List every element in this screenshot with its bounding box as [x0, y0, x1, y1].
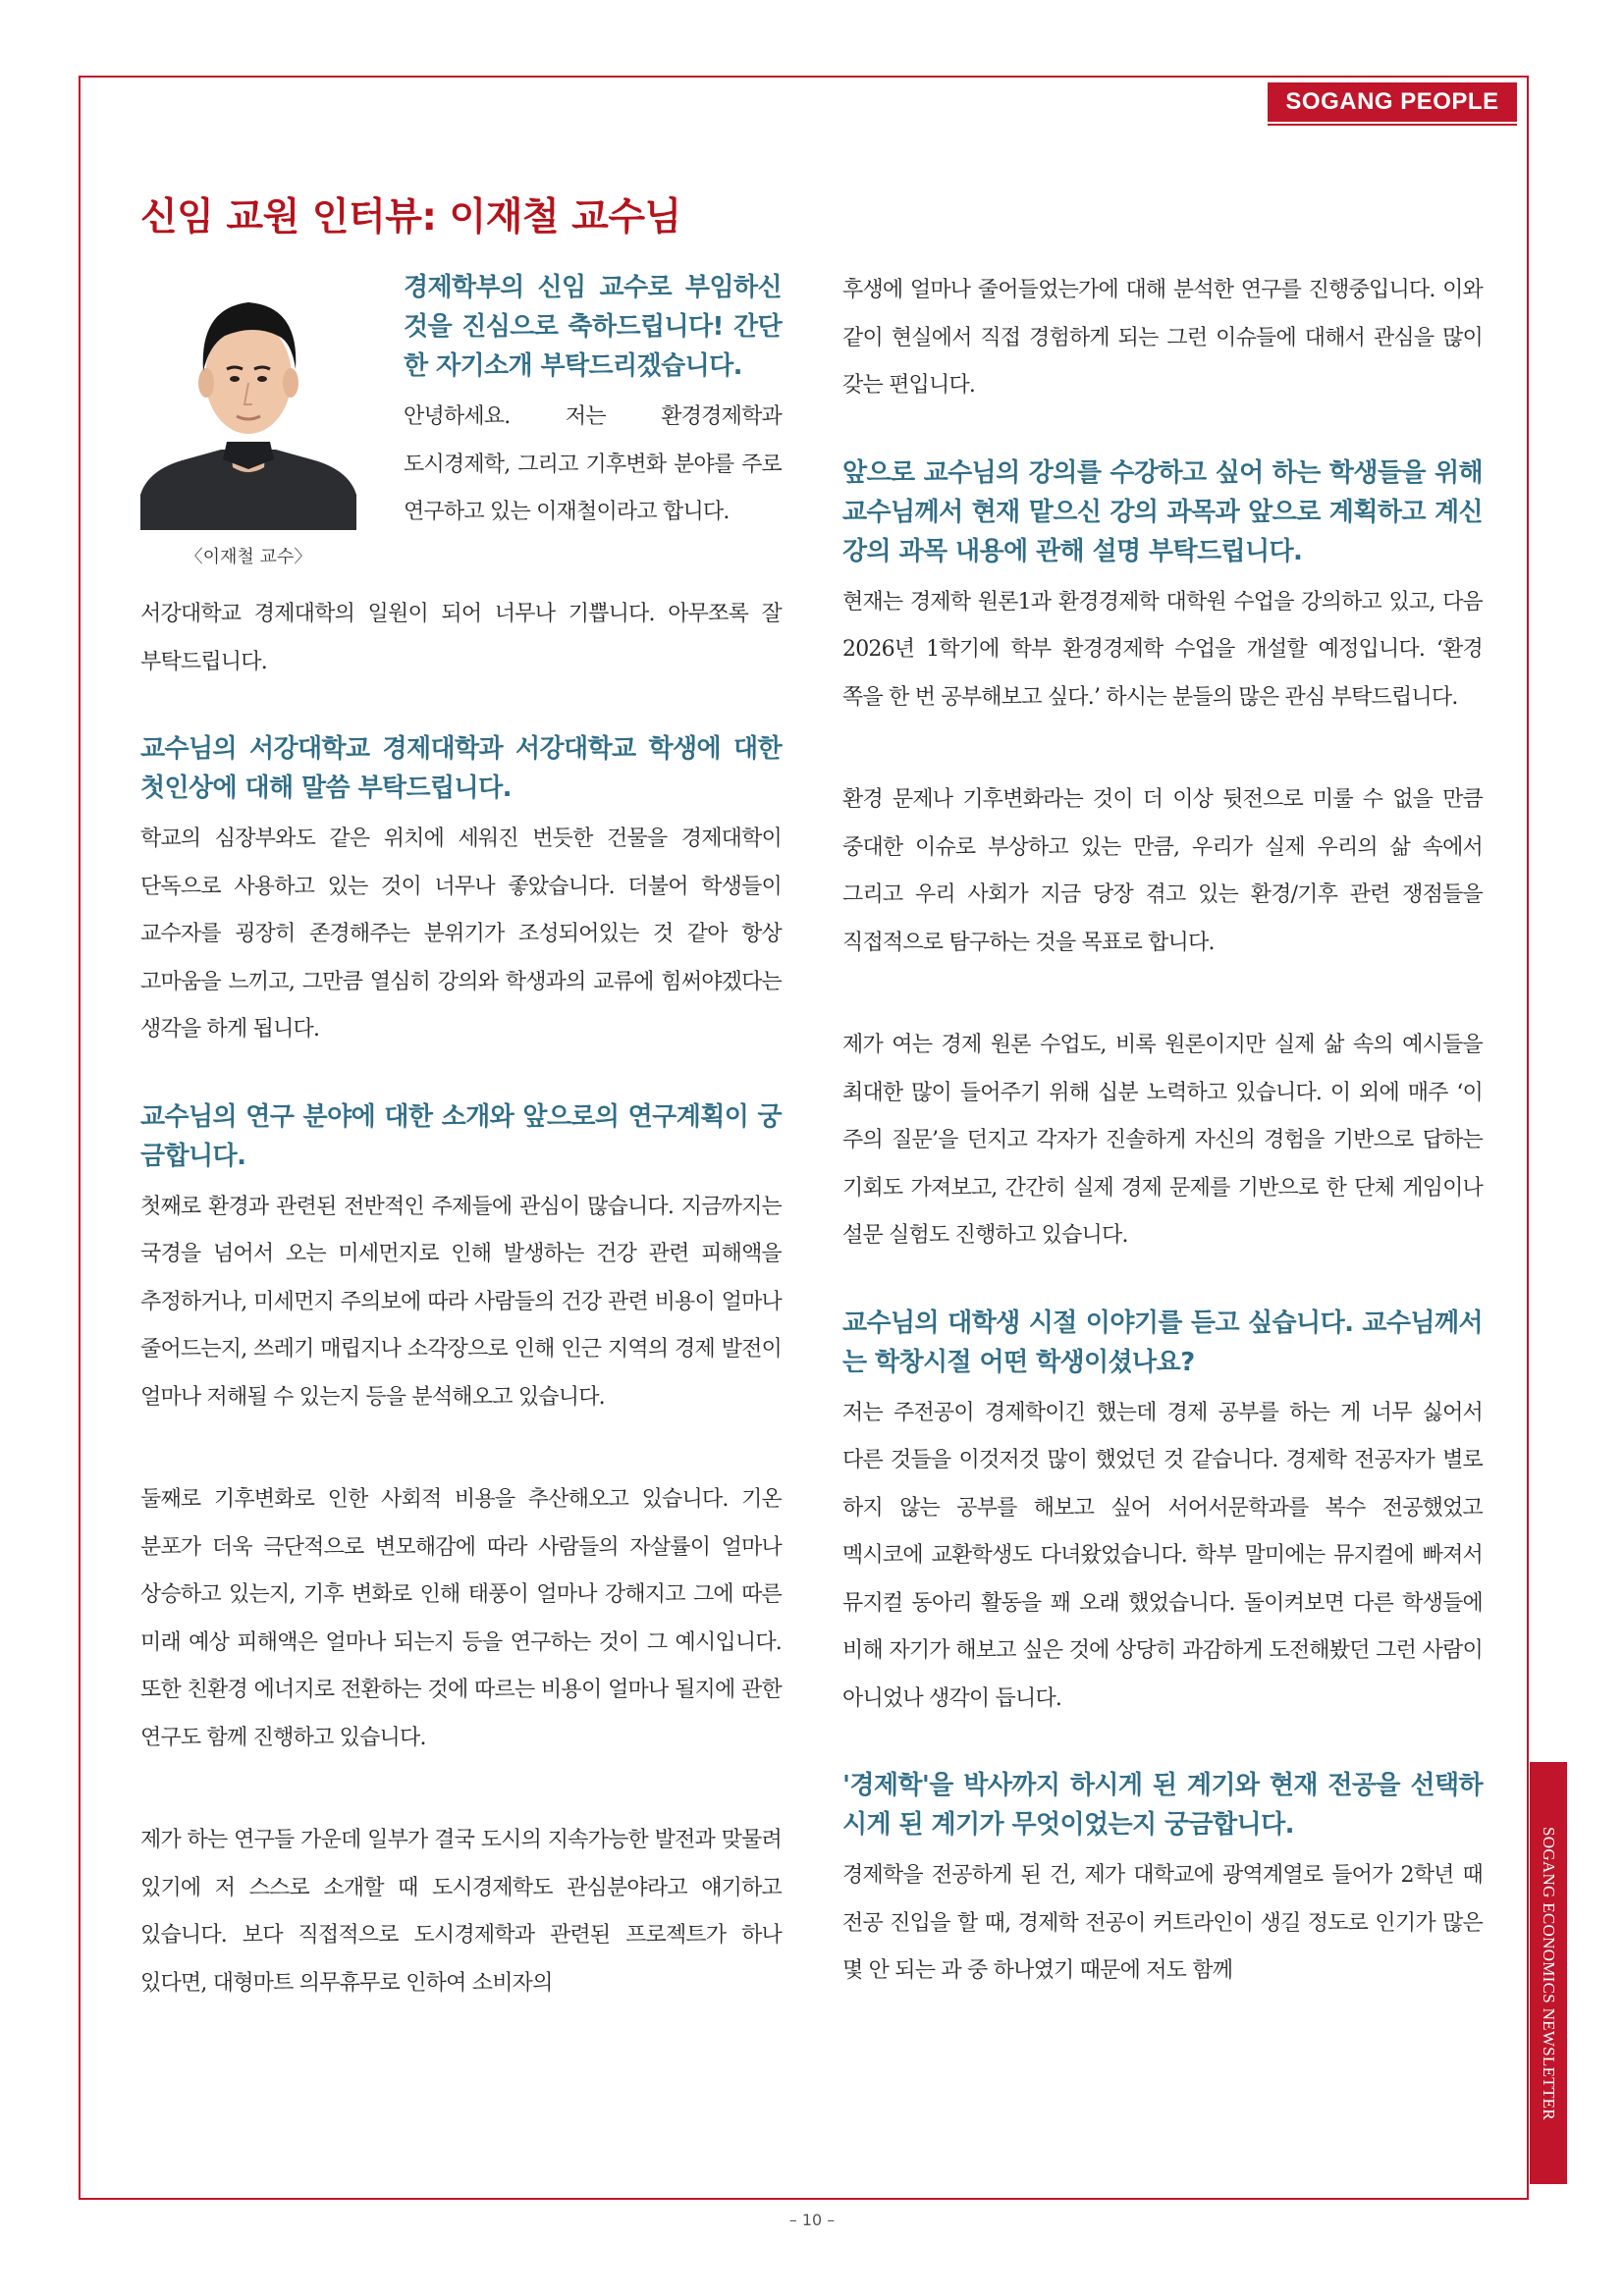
- answer-3-paragraph-3-end: 후생에 얼마나 줄어들었는가에 대해 분석한 연구를 진행중입니다. 이와 같이 현실에서 직접 경험하게 되는 그런 이슈들에 대해서 관심을 많이 갖는 편입니다.: [842, 278, 1483, 398]
- portrait-illustration: [140, 267, 356, 530]
- article-title: 신임 교원 인터뷰: 이재철 교수님: [140, 195, 681, 240]
- right-column: [842, 267, 1483, 1996]
- section-tag-underline: [1268, 124, 1517, 126]
- question-2: 교수님의 서강대학교 경제대학과 서강대학교 학생에 대한 첫인상에 대해 말씀 부탁드립니다.: [140, 734, 782, 803]
- answer-4-paragraph-3: 제가 여는 경제 원론 수업도, 비록 원론이지만 실제 삶 속의 예시들을 최대한 많이 들어주기 위해 십분 노력하고 있습니다. 이 외에 매주 ‘이 주의 질문’을 던지고 각자가 진솔하게 자신의 경험을 기반으로 답하는 기회도 가져보고, 간간히 실제 경제 문제를 기반으로 한 단체 게임이나 설문 실험도 진행하고 있습니다.: [842, 1033, 1483, 1248]
- answer-6: 경제학을 전공하게 된 건, 제가 대학교에 광역계열로 들어가 2학년 때 전공 진입을 할 때, 경제학 전공이 커트라인이 생길 정도로 인기가 많은 몇 안 되는 과 중 하나였기 때문에 저도 함께: [842, 1863, 1483, 1983]
- answer-1-start: 안녕하세요. 저는 환경경제학과 도시경제학, 그리고 기후변화 분야를 주로 연구하고 있는 이재철이라고 합니다.: [404, 404, 782, 524]
- question-5: 교수님의 대학생 시절 이야기를 듣고 싶습니다. 교수님께서는 학창시절 어떤 학생이셨나요?: [842, 1308, 1483, 1377]
- side-label-text: SOGANG ECONOMICS NEWSLETTER: [1540, 1826, 1558, 2120]
- page-number: – 10 –: [788, 2211, 836, 2229]
- intro-column: [404, 268, 782, 537]
- left-column: [140, 591, 782, 2007]
- answer-1-end: 서강대학교 경제대학의 일원이 되어 너무나 기쁩니다. 아무쪼록 잘 부탁드립니다.: [140, 602, 782, 674]
- section-tag: SOGANG PEOPLE: [1268, 82, 1517, 122]
- answer-3-paragraph-3: 제가 하는 연구들 가운데 일부가 결국 도시의 지속가능한 발전과 맞물려 있기에 저 스스로 소개할 때 도시경제학도 관심분야라고 얘기하고 있습니다. 보다 직접적으로 도시경제학과 관련된 프로젝트가 하나 있다면, 대형마트 의무휴무로 인하여 소비자의: [140, 1828, 782, 1996]
- answer-2: 학교의 심장부와도 같은 위치에 세워진 번듯한 건물을 경제대학이 단독으로 사용하고 있는 것이 너무나 좋았습니다. 더불어 학생들이 교수자를 굉장히 존경해주는 분위기가 조성되어있는 것 같아 항상 고마움을 느끼고, 그만큼 열심히 강의와 학생과의 교류에 힘써야겠다는 생각을 하게 됩니다.: [140, 827, 782, 1041]
- professor-photo: [140, 267, 356, 530]
- answer-3-paragraph-2: 둘째로 기후변화로 인한 사회적 비용을 추산해오고 있습니다. 기온 분포가 더욱 극단적으로 변모해감에 따라 사람들의 자살률이 얼마나 상승하고 있는지, 기후 변화로 인해 태풍이 얼마나 강해지고 그에 따른 미래 예상 피해액은 얼마나 되는지 등을 연구하는 것이 그 예시입니다. 또한 친환경 에너지로 전환하는 것에 따르는 비용이 얼마나 될지에 관한 연구도 함께 진행하고 있습니다.: [140, 1487, 782, 1750]
- question-1: 경제학부의 신임 교수로 부임하신 것을 진심으로 축하드립니다! 간단한 자기소개 부탁드리겠습니다.: [404, 273, 782, 381]
- answer-5: 저는 주전공이 경제학이긴 했는데 경제 공부를 하는 게 너무 싫어서 다른 것들을 이것저것 많이 했었던 것 같습니다. 경제학 전공자가 별로 하지 않는 공부를 해보고 싶어 서어서문학과를 복수 전공했었고 멕시코에 교환학생도 다녀왔었습니다. 학부 말미에는 뮤지컬에 빠져서 뮤지컬 동아리 활동을 꽤 오래 했었습니다. 돌이켜보면 다른 학생들에 비해 자기가 해보고 싶은 것에 상당히 과감하게 도전해봤던 그런 사람이 아니었나 생각이 듭니다.: [842, 1400, 1483, 1711]
- answer-3-paragraph-1: 첫째로 환경과 관련된 전반적인 주제들에 관심이 많습니다. 지금까지는 국경을 넘어서 오는 미세먼지로 인해 발생하는 건강 관련 피해액을 추정하거나, 미세먼지 주의보에 따라 사람들의 건강 관련 비용이 얼마나 줄어드는지, 쓰레기 매립지나 소각장으로 인해 인근 지역의 경제 발전이 얼마나 저해될 수 있는지 등을 분석해오고 있습니다.: [140, 1194, 782, 1410]
- answer-4-paragraph-1: 현재는 경제학 원론1과 환경경제학 대학원 수업을 강의하고 있고, 다음 2026년 1학기에 학부 환경경제학 수업을 개설할 예정입니다. ‘환경 쪽을 한 번 공부해보고 싶다.’ 하시는 분들의 많은 관심 부탁드립니다.: [842, 589, 1483, 710]
- answer-4-paragraph-2: 환경 문제나 기후변화라는 것이 더 이상 뒷전으로 미룰 수 없을 만큼 중대한 이슈로 부상하고 있는 만큼, 우리가 실제 우리의 삶 속에서 그리고 우리 사회가 지금 당장 겪고 있는 환경/기후 관련 쟁점들을 직접적으로 탐구하는 것을 목표로 합니다.: [842, 787, 1483, 955]
- question-4: 앞으로 교수님의 강의를 수강하고 싶어 하는 학생들을 위해 교수님께서 현재 맡으신 강의 과목과 앞으로 계획하고 계신 강의 과목 내용에 관해 설명 부탁드립니다.: [842, 457, 1483, 566]
- photo-caption: 〈이재철 교수〉: [185, 547, 312, 567]
- side-label: [1530, 1762, 1567, 2184]
- question-3: 교수님의 연구 분야에 대한 소개와 앞으로의 연구계획이 궁금합니다.: [140, 1101, 782, 1171]
- question-6: '경제학'을 박사까지 하시게 된 계기와 현재 전공을 선택하시게 된 계기가 무엇이었는지 궁금합니다.: [842, 1771, 1483, 1840]
